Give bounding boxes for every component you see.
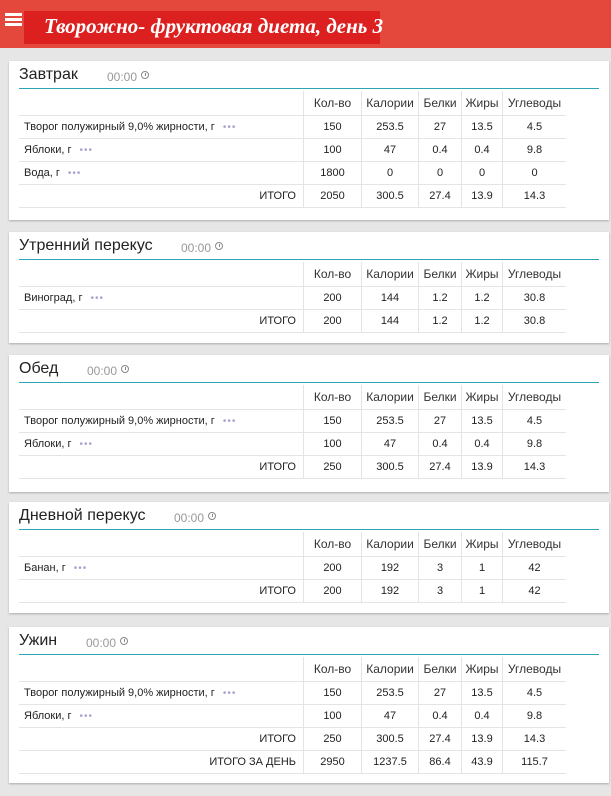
food-fat-cell: 13.5 (462, 682, 503, 705)
column-header: Жиры (462, 657, 503, 682)
food-kcal-cell: 0 (362, 162, 419, 185)
day-total-kcal-cell: 1237.5 (362, 751, 419, 774)
food-fat-cell: 13.5 (462, 116, 503, 139)
food-row[interactable] (19, 116, 566, 139)
total-label: ИТОГО (19, 185, 304, 208)
column-header: Жиры (462, 385, 503, 410)
food-row[interactable] (19, 705, 566, 728)
meal-name: Ужин (19, 632, 58, 649)
table-header-row (19, 532, 566, 557)
food-fat-cell: 0.4 (462, 139, 503, 162)
column-header: Калории (362, 262, 419, 287)
total-kcal-cell: 300.5 (362, 456, 419, 479)
total-label: ИТОГО (19, 580, 304, 603)
food-name: Яблоки, г (24, 438, 72, 450)
more-dots-icon[interactable]: ••• (73, 563, 88, 574)
food-protein-cell: 0.4 (419, 433, 462, 456)
more-dots-icon[interactable]: ••• (90, 293, 104, 304)
food-protein-cell: 0 (419, 162, 462, 185)
food-name: Яблоки, г (24, 710, 72, 722)
food-carbs-cell: 4.5 (503, 116, 567, 139)
total-qty-cell: 200 (304, 580, 362, 603)
meal-name: Утренний перекус (19, 237, 153, 254)
food-kcal-cell: 253.5 (362, 410, 419, 433)
total-qty-cell: 200 (304, 310, 362, 333)
column-header: Углеводы (503, 532, 567, 557)
food-kcal-cell: 47 (362, 139, 419, 162)
food-kcal-cell: 47 (362, 433, 419, 456)
meal-time[interactable]: 00:00 (181, 241, 212, 255)
food-row[interactable] (19, 162, 566, 185)
total-qty-cell: 250 (304, 456, 362, 479)
meal-card (9, 232, 609, 343)
food-qty-cell: 100 (304, 705, 362, 728)
food-name: Банан, г (24, 562, 66, 574)
food-carbs-cell: 30.8 (503, 287, 567, 310)
meal-card (9, 355, 609, 492)
food-protein-cell: 27 (419, 410, 462, 433)
column-header: Белки (419, 532, 462, 557)
food-qty-cell: 200 (304, 287, 362, 310)
table-header-row (19, 657, 566, 682)
day-total-qty-cell: 2950 (304, 751, 362, 774)
food-qty-cell: 200 (304, 557, 362, 580)
food-name-cell[interactable] (19, 139, 304, 162)
column-header: Белки (419, 91, 462, 116)
column-header: Кол-во (304, 91, 362, 116)
empty-header-cell (19, 532, 304, 557)
column-header: Жиры (462, 262, 503, 287)
column-header: Углеводы (503, 657, 567, 682)
food-row[interactable] (19, 410, 566, 433)
food-name: Яблоки, г (24, 144, 72, 156)
clock-icon[interactable] (141, 71, 149, 79)
more-dots-icon[interactable]: ••• (222, 416, 237, 427)
total-kcal-cell: 144 (362, 310, 419, 333)
food-protein-cell: 27 (419, 116, 462, 139)
total-kcal-cell: 300.5 (362, 185, 419, 208)
total-qty-cell: 250 (304, 728, 362, 751)
food-kcal-cell: 192 (362, 557, 419, 580)
food-carbs-cell: 9.8 (503, 705, 567, 728)
meal-time[interactable]: 00:00 (86, 636, 117, 650)
meal-table (19, 657, 566, 774)
meal-header (19, 632, 599, 655)
more-dots-icon[interactable]: ••• (79, 711, 94, 722)
meal-name: Обед (19, 360, 59, 377)
total-carbs-cell: 14.3 (503, 456, 567, 479)
meal-header (19, 66, 599, 89)
food-qty-cell: 100 (304, 433, 362, 456)
food-name: Творог полужирный 9,0% жирности, г (24, 121, 215, 133)
total-kcal-cell: 192 (362, 580, 419, 603)
meal-total-row (19, 456, 566, 479)
total-qty-cell: 2050 (304, 185, 362, 208)
clock-icon[interactable] (120, 637, 128, 645)
food-name-cell[interactable] (19, 682, 304, 705)
total-protein-cell: 1.2 (419, 310, 462, 333)
meal-time[interactable]: 00:00 (174, 511, 205, 525)
meal-card (9, 627, 609, 783)
food-kcal-cell: 47 (362, 705, 419, 728)
food-kcal-cell: 253.5 (362, 116, 419, 139)
food-qty-cell: 150 (304, 410, 362, 433)
food-name: Творог полужирный 9,0% жирности, г (24, 415, 215, 427)
day-total-label: ИТОГО ЗА ДЕНЬ (19, 751, 304, 774)
empty-header-cell (19, 262, 304, 287)
total-fat-cell: 13.9 (462, 185, 503, 208)
page-title: Творожно- фруктовая диета, день 3 (44, 14, 384, 38)
meal-header (19, 507, 599, 530)
food-name-cell[interactable] (19, 162, 304, 185)
table-header-row (19, 385, 566, 410)
total-protein-cell: 3 (419, 580, 462, 603)
clock-icon[interactable] (121, 365, 129, 373)
food-carbs-cell: 42 (503, 557, 567, 580)
food-carbs-cell: 4.5 (503, 410, 567, 433)
day-total-fat-cell: 43.9 (462, 751, 503, 774)
food-name: Виноград, г (24, 292, 83, 304)
total-kcal-cell: 300.5 (362, 728, 419, 751)
food-carbs-cell: 9.8 (503, 433, 567, 456)
food-fat-cell: 0 (462, 162, 503, 185)
more-dots-icon[interactable]: ••• (67, 168, 82, 179)
column-header: Калории (362, 657, 419, 682)
total-fat-cell: 1.2 (462, 310, 503, 333)
meal-time[interactable]: 00:00 (87, 364, 118, 378)
food-fat-cell: 0.4 (462, 705, 503, 728)
food-protein-cell: 0.4 (419, 705, 462, 728)
empty-header-cell (19, 91, 304, 116)
food-qty-cell: 150 (304, 682, 362, 705)
food-name-cell[interactable] (19, 557, 304, 580)
column-header: Кол-во (304, 532, 362, 557)
empty-header-cell (19, 385, 304, 410)
food-name-cell[interactable] (19, 410, 304, 433)
food-name: Вода, г (24, 167, 60, 179)
total-carbs-cell: 30.8 (503, 310, 567, 333)
total-fat-cell: 13.9 (462, 728, 503, 751)
food-protein-cell: 3 (419, 557, 462, 580)
food-fat-cell: 13.5 (462, 410, 503, 433)
column-header: Белки (419, 262, 462, 287)
column-header: Калории (362, 91, 419, 116)
food-carbs-cell: 4.5 (503, 682, 567, 705)
more-dots-icon[interactable]: ••• (79, 439, 94, 450)
column-header: Углеводы (503, 385, 567, 410)
food-qty-cell: 150 (304, 116, 362, 139)
meal-time[interactable]: 00:00 (107, 70, 138, 84)
more-dots-icon[interactable]: ••• (222, 122, 237, 133)
meal-total-row (19, 580, 566, 603)
table-header-row (19, 262, 566, 287)
meal-header (19, 360, 599, 383)
food-row[interactable] (19, 557, 566, 580)
total-fat-cell: 1 (462, 580, 503, 603)
column-header: Калории (362, 532, 419, 557)
meal-total-row (19, 728, 566, 751)
food-protein-cell: 27 (419, 682, 462, 705)
clock-icon[interactable] (215, 242, 223, 250)
meal-table (19, 91, 566, 208)
column-header: Калории (362, 385, 419, 410)
column-header: Жиры (462, 532, 503, 557)
more-dots-icon[interactable]: ••• (79, 145, 94, 156)
column-header: Углеводы (503, 262, 567, 287)
food-protein-cell: 0.4 (419, 139, 462, 162)
total-fat-cell: 13.9 (462, 456, 503, 479)
total-carbs-cell: 14.3 (503, 185, 567, 208)
meal-table (19, 262, 566, 333)
day-total-protein-cell: 86.4 (419, 751, 462, 774)
food-name-cell[interactable] (19, 705, 304, 728)
total-protein-cell: 27.4 (419, 456, 462, 479)
meal-card (9, 502, 609, 613)
column-header: Жиры (462, 91, 503, 116)
meal-name: Завтрак (19, 66, 78, 83)
food-row[interactable] (19, 682, 566, 705)
food-protein-cell: 1.2 (419, 287, 462, 310)
more-dots-icon[interactable]: ••• (222, 688, 237, 699)
food-kcal-cell: 144 (362, 287, 419, 310)
food-row[interactable] (19, 287, 566, 310)
day-total-carbs-cell: 115.7 (503, 751, 567, 774)
column-header: Белки (419, 385, 462, 410)
total-protein-cell: 27.4 (419, 728, 462, 751)
top-app-bar (0, 0, 611, 48)
food-fat-cell: 0.4 (462, 433, 503, 456)
meal-table (19, 385, 566, 479)
food-qty-cell: 100 (304, 139, 362, 162)
food-carbs-cell: 0 (503, 162, 567, 185)
food-name-cell[interactable] (19, 116, 304, 139)
meal-table (19, 532, 566, 603)
food-fat-cell: 1 (462, 557, 503, 580)
empty-header-cell (19, 657, 304, 682)
table-header-row (19, 91, 566, 116)
day-total-row (19, 751, 566, 774)
food-carbs-cell: 9.8 (503, 139, 567, 162)
meal-total-row (19, 185, 566, 208)
clock-icon[interactable] (208, 512, 216, 520)
food-name-cell[interactable] (19, 433, 304, 456)
food-name-cell[interactable] (19, 287, 304, 310)
food-name: Творог полужирный 9,0% жирности, г (24, 687, 215, 699)
total-carbs-cell: 14.3 (503, 728, 567, 751)
column-header: Кол-во (304, 385, 362, 410)
food-qty-cell: 1800 (304, 162, 362, 185)
meal-total-row (19, 310, 566, 333)
column-header: Кол-во (304, 657, 362, 682)
total-protein-cell: 27.4 (419, 185, 462, 208)
meal-card (9, 61, 609, 220)
food-fat-cell: 1.2 (462, 287, 503, 310)
food-kcal-cell: 253.5 (362, 682, 419, 705)
column-header: Кол-во (304, 262, 362, 287)
hamburger-menu-icon[interactable] (5, 13, 22, 27)
total-carbs-cell: 42 (503, 580, 567, 603)
total-label: ИТОГО (19, 310, 304, 333)
meal-header (19, 237, 599, 260)
meal-name: Дневной перекус (19, 507, 146, 524)
food-row[interactable] (19, 433, 566, 456)
total-label: ИТОГО (19, 728, 304, 751)
column-header: Углеводы (503, 91, 567, 116)
total-label: ИТОГО (19, 456, 304, 479)
food-row[interactable] (19, 139, 566, 162)
column-header: Белки (419, 657, 462, 682)
